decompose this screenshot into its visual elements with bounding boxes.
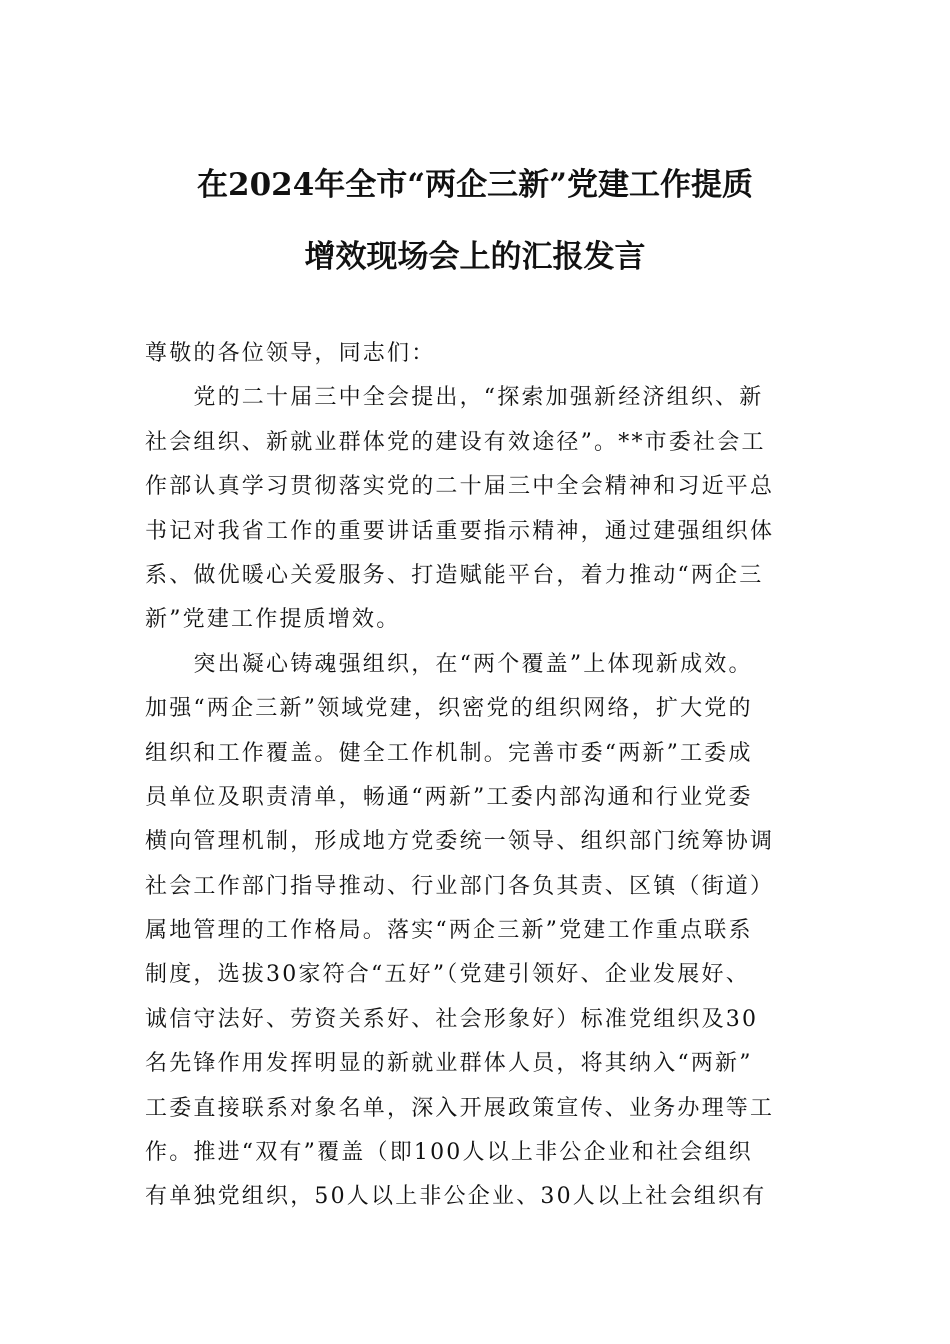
body-line: 党的二十届三中全会提出，“探索加强新经济组织、新	[145, 385, 764, 411]
body-line: 社会组织、新就业群体党的建设有效途径”。**市委社会工	[145, 429, 766, 455]
body-line: 员单位及职责清单，畅通“两新”工委内部沟通和行业党委	[145, 784, 753, 810]
body-line: 组织和工作覆盖。健全工作机制。完善市委“两新”工委成	[145, 740, 753, 766]
body-line: 突出凝心铸魂强组织，在“两个覆盖”上体现新成效。	[145, 651, 753, 677]
body-line: 工委直接联系对象名单，深入开展政策宣传、业务办理等工	[145, 1095, 775, 1121]
document-body	[145, 332, 810, 1220]
document-title-line-2: 增效现场会上的汇报发言	[304, 239, 646, 275]
body-line: 社会工作部门指导推动、行业部门各负其责、区镇（街道）	[145, 873, 775, 899]
body-line: 加强“两企三新”领域党建，织密党的组织网络，扩大党的	[145, 696, 753, 722]
body-line: 作。推进“双有”覆盖（即100人以上非公企业和社会组织	[145, 1140, 753, 1166]
body-line: 诚信守法好、劳资关系好、社会形象好）标准党组织及30	[145, 1006, 759, 1032]
body-line: 属地管理的工作格局。落实“两企三新”党建工作重点联系	[145, 918, 753, 944]
body-line: 新”党建工作提质增效。	[145, 607, 401, 633]
body-line: 名先锋作用发挥明显的新就业群体人员，将其纳入“两新”	[145, 1051, 753, 1077]
body-line: 系、做优暖心关爱服务、打造赋能平台，着力推动“两企三	[145, 562, 764, 588]
salutation: 尊敬的各位领导，同志们：	[145, 341, 436, 366]
body-line: 制度，选拔30家符合“五好”（党建引领好、企业发展好、	[145, 962, 750, 988]
body-line: 书记对我省工作的重要讲话重要指示精神，通过建强组织体	[145, 518, 775, 544]
document-title-line-1: 在2024年全市“两企三新”党建工作提质	[197, 167, 753, 203]
body-line: 横向管理机制，形成地方党委统一领导、组织部门统筹协调	[145, 829, 775, 855]
body-line: 作部认真学习贯彻落实党的二十届三中全会精神和习近平总	[145, 474, 775, 500]
body-line: 有单独党组织，50人以上非公企业、30人以上社会组织有	[145, 1184, 767, 1210]
